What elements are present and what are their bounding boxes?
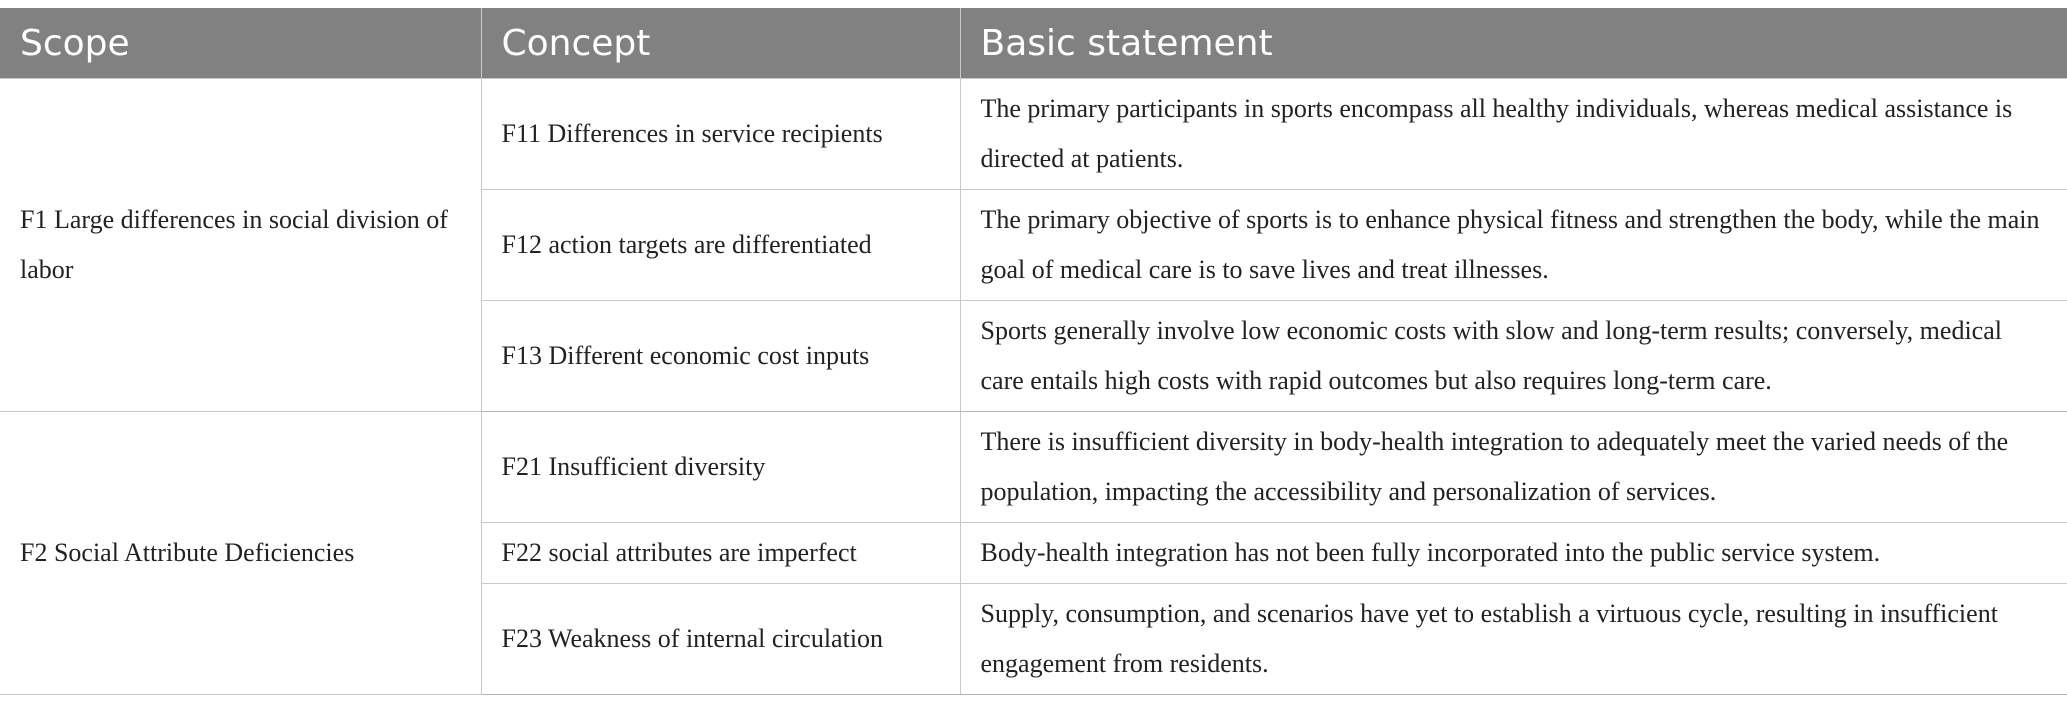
data-table xyxy=(0,8,2067,695)
concept-cell: F23 Weakness of internal circulation xyxy=(481,584,960,695)
table-header xyxy=(0,8,2067,79)
table-body xyxy=(0,79,2067,695)
scope-cell: F2 Social Attribute Deficiencies xyxy=(0,412,481,695)
header-scope: Scope xyxy=(0,8,481,79)
table-row xyxy=(0,79,2067,190)
concept-cell: F22 social attributes are imperfect xyxy=(481,523,960,584)
statement-cell: Body-health integration has not been fully incorporated into the public service system. xyxy=(960,523,2067,584)
table-container xyxy=(0,8,2067,695)
scope-cell: F1 Large differences in social division of labor xyxy=(0,79,481,412)
statement-cell: Supply, consumption, and scenarios have yet to establish a virtuous cycle, resulting in insufficient engagement from residents. xyxy=(960,584,2067,695)
concept-cell: F13 Different economic cost inputs xyxy=(481,301,960,412)
statement-cell: The primary participants in sports encompass all healthy individuals, whereas medical assistance is directed at patients. xyxy=(960,79,2067,190)
concept-cell: F11 Differences in service recipients xyxy=(481,79,960,190)
header-concept: Concept xyxy=(481,8,960,79)
header-row xyxy=(0,8,2067,79)
statement-cell: The primary objective of sports is to enhance physical fitness and strengthen the body, while the main goal of medical care is to save lives and treat illnesses. xyxy=(960,190,2067,301)
table-row xyxy=(0,412,2067,523)
statement-cell: Sports generally involve low economic costs with slow and long-term results; conversely, medical care entails high costs with rapid outcomes but also requires long-term care. xyxy=(960,301,2067,412)
concept-cell: F21 Insufficient diversity xyxy=(481,412,960,523)
header-basic-statement: Basic statement xyxy=(960,8,2067,79)
concept-cell: F12 action targets are differentiated xyxy=(481,190,960,301)
statement-cell: There is insufficient diversity in body-health integration to adequately meet the varied needs of the population, impacting the accessibility and personalization of services. xyxy=(960,412,2067,523)
